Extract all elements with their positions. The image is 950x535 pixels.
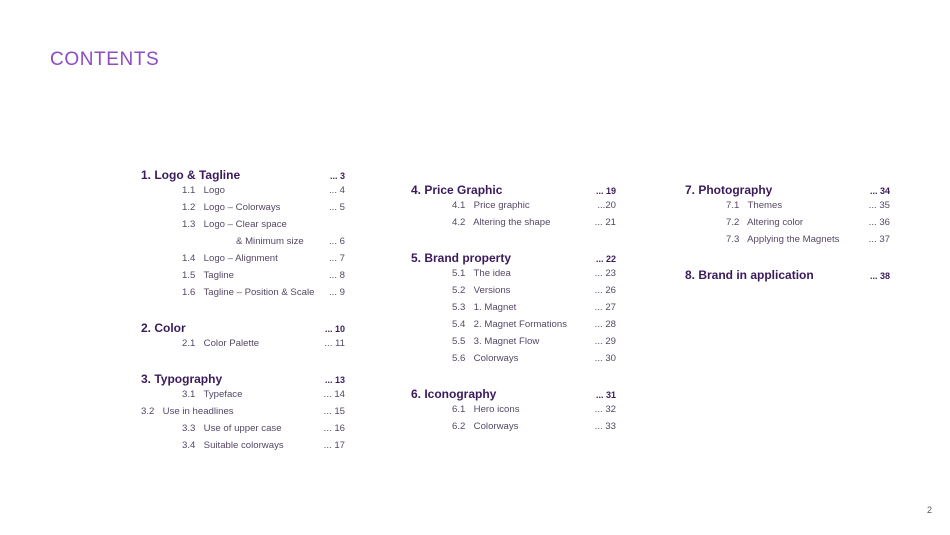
toc-entry[interactable] [141, 185, 345, 202]
toc-section-title: 4. Price Graphic [411, 183, 503, 197]
toc-entry-label: Use of upper case [203, 423, 282, 434]
toc-entry-label: Altering color [747, 217, 804, 228]
toc-entry-label: Color Palette [203, 338, 260, 349]
toc-entry-number: 3.3 [182, 423, 196, 434]
toc-entry-number: 5.3 [452, 302, 466, 313]
toc-page-ref: ... 4 [329, 185, 345, 196]
toc-page-ref: ... 30 [594, 353, 616, 364]
toc-entry-label: Themes [747, 200, 783, 211]
toc-entry-number: 7.3 [726, 234, 740, 245]
toc-page-ref: ... 29 [594, 336, 616, 347]
toc-page-ref: ... 7 [329, 253, 345, 264]
toc-entry[interactable] [411, 319, 616, 336]
toc-entry[interactable] [141, 338, 345, 355]
toc-page-ref: ... 8 [329, 270, 345, 281]
toc-page-ref: ... 6 [329, 236, 345, 247]
toc-entry-label: The idea [473, 268, 511, 279]
toc-entry-label: Suitable colorways [203, 440, 284, 451]
toc-entry-label: Tagline [203, 270, 234, 281]
toc-entry-label: Price graphic [473, 200, 530, 211]
toc-entry-label: Applying the Magnets [747, 234, 840, 245]
toc-page-ref: ... 11 [324, 338, 345, 349]
page-title: CONTENTS [50, 49, 160, 70]
toc-entry-number: 5.1 [452, 268, 466, 279]
spacer [141, 355, 345, 372]
toc-entry-number: 1.3 [182, 219, 196, 230]
spacer [141, 304, 345, 321]
toc-page-ref: ... 21 [594, 217, 616, 228]
toc-page-ref: ... 19 [595, 186, 616, 196]
toc-entry[interactable] [141, 406, 345, 423]
spacer [411, 234, 616, 251]
toc-entry[interactable] [685, 234, 890, 251]
toc-entry-number: 1.2 [182, 202, 196, 213]
toc-section-title: 3. Typography [141, 372, 223, 386]
toc-section-brand-in-application[interactable] [685, 268, 890, 285]
toc-entry-label: Use in headlines [162, 406, 234, 417]
toc-entry-number: 7.1 [726, 200, 740, 211]
toc-entry-number: 1.5 [182, 270, 196, 281]
toc-entry-label: Colorways [473, 353, 519, 364]
toc-entry-label: & Minimum size [236, 236, 304, 247]
toc-entry-number: 2.1 [182, 338, 196, 349]
toc-entry-number: 5.5 [452, 336, 466, 347]
toc-entry[interactable] [141, 440, 345, 457]
toc-section-brand-property[interactable] [411, 251, 616, 268]
toc-section-title: 6. Iconography [411, 387, 497, 401]
toc-section-title: 5. Brand property [411, 251, 512, 265]
toc-entry-number: 6.1 [452, 404, 466, 415]
toc-page-ref: ... 35 [868, 200, 890, 211]
toc-entry-number: 4.1 [452, 200, 466, 211]
toc-entry[interactable] [411, 421, 616, 438]
toc-section-title: 1. Logo & Tagline [141, 168, 241, 182]
toc-page-ref: ... 27 [594, 302, 616, 313]
toc-entry[interactable] [411, 217, 616, 234]
toc-entry-number: 3.1 [182, 389, 196, 400]
toc-entry-number: 3.4 [182, 440, 196, 451]
toc-entry[interactable] [411, 302, 616, 319]
toc-entry[interactable] [685, 217, 890, 234]
toc-entry[interactable] [411, 404, 616, 421]
toc-entry[interactable] [411, 353, 616, 370]
toc-page-ref: ... 16 [323, 423, 345, 434]
toc-page-ref: ... 22 [595, 254, 616, 264]
toc-entry-label: Logo – Alignment [203, 253, 278, 264]
toc-page-ref: ... 28 [594, 319, 616, 330]
toc-section-iconography[interactable] [411, 387, 616, 404]
toc-entry-label: 1. Magnet [473, 302, 517, 313]
toc-entry-label: Logo – Colorways [203, 202, 281, 213]
toc-entry-number: 5.4 [452, 319, 466, 330]
toc-page-ref: ... 5 [329, 202, 345, 213]
toc-page-ref: ... 34 [869, 186, 890, 196]
toc-entry[interactable] [411, 285, 616, 302]
toc-section-title: 7. Photography [685, 183, 773, 197]
toc-page-ref: ... 37 [868, 234, 890, 245]
toc-column-2 [411, 183, 616, 438]
toc-entry-number: 1.4 [182, 253, 196, 264]
toc-entry-label: 2. Magnet Formations [473, 319, 567, 330]
toc-entry-label: Tagline – Position & Scale [203, 287, 315, 298]
toc-entry[interactable] [141, 389, 345, 406]
spacer [685, 251, 890, 268]
toc-entry-label: 3. Magnet Flow [473, 336, 540, 347]
toc-entry-number: 5.6 [452, 353, 466, 364]
toc-section-photography[interactable] [685, 183, 890, 200]
toc-column-3 [685, 183, 890, 285]
toc-entry-number: 7.2 [726, 217, 740, 228]
toc-entry[interactable] [685, 200, 890, 217]
toc-entry-label: Logo [203, 185, 226, 196]
toc-entry-label: Logo – Clear space [203, 219, 287, 230]
toc-page-ref: ... 31 [595, 390, 616, 400]
toc-entry-number: 1.6 [182, 287, 196, 298]
toc-section-price-graphic[interactable] [411, 183, 616, 200]
toc-entry[interactable] [411, 200, 616, 217]
toc-page-ref: ... 23 [594, 268, 616, 279]
toc-entry[interactable] [411, 268, 616, 285]
toc-page-ref: ... 13 [324, 375, 345, 385]
toc-entry-number: 6.2 [452, 421, 466, 432]
toc-page-ref: ... 9 [329, 287, 345, 298]
spacer [411, 370, 616, 387]
toc-page-ref: ... 32 [594, 404, 616, 415]
toc-entry-number: 3.2 [141, 406, 155, 417]
toc-page-ref: ... 33 [594, 421, 616, 432]
toc-section-title: 8. Brand in application [685, 268, 814, 282]
toc-entry-number: 1.1 [182, 185, 196, 196]
toc-page-ref: ...20 [597, 200, 616, 211]
toc-page-ref: ... 10 [324, 324, 345, 334]
toc-entry-label: Typeface [203, 389, 243, 400]
toc-entry-number: 4.2 [452, 217, 466, 228]
toc-entry[interactable] [411, 336, 616, 353]
toc-entry-number: 5.2 [452, 285, 466, 296]
toc-entry[interactable] [141, 253, 345, 270]
toc-page-ref: ... 14 [323, 389, 345, 400]
toc-entry[interactable] [141, 423, 345, 440]
toc-entry[interactable] [141, 202, 345, 219]
toc-entry-label: Colorways [473, 421, 519, 432]
toc-entry-label: Hero icons [473, 404, 520, 415]
toc-entry[interactable] [141, 270, 345, 287]
toc-entry-label: Altering the shape [473, 217, 551, 228]
toc-entry-continuation[interactable] [141, 236, 345, 253]
toc-page-ref: ... 36 [868, 217, 890, 228]
toc-page-ref: ... 38 [869, 271, 890, 281]
toc-entry[interactable] [141, 219, 345, 236]
toc-page-ref: ... 26 [594, 285, 616, 296]
toc-page-ref: ... 3 [329, 171, 345, 181]
toc-section-logo-tagline[interactable] [141, 168, 345, 185]
toc-entry[interactable] [141, 287, 345, 304]
page-number: 2 [926, 505, 932, 515]
toc-column-1 [141, 168, 345, 457]
toc-entry-label: Versions [473, 285, 511, 296]
toc-section-color[interactable] [141, 321, 345, 338]
toc-page-ref: ... 15 [323, 406, 345, 417]
toc-section-title: 2. Color [141, 321, 186, 335]
toc-page-ref: ... 17 [323, 440, 345, 451]
toc-section-typography[interactable] [141, 372, 345, 389]
